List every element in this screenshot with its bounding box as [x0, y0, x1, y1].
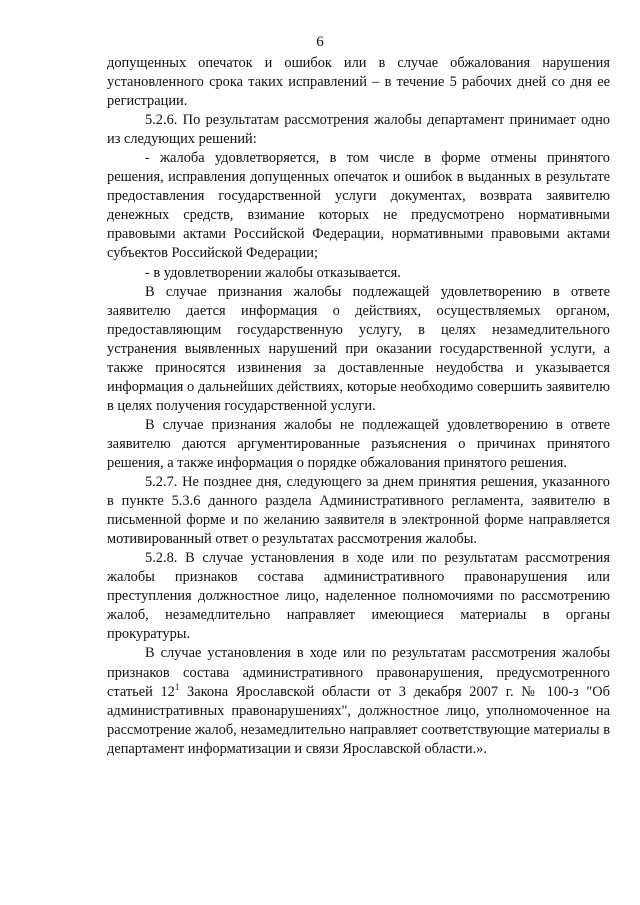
- article-superscript: 1: [174, 681, 180, 692]
- paragraph-rejected-response: В случае признания жалобы не подлежащей удовлетворению в ответе заявителю даются аргументированные разъяснения о причинах принятого решения, а также информация о порядке обжалования принятого решения.: [107, 416, 610, 471]
- paragraph-5-2-6: 5.2.6. По результатам рассмотрения жалобы департамент принимает одно из следующих решений:: [107, 112, 610, 148]
- paragraph-final: [107, 644, 610, 758]
- final-text-end: Закона Ярославской области от 3 декабря 2007 г. № 100-з "Об административных правонарушениях", должностное лицо, уполномоченное на рассмотрение жалоб, незамедлительно направляет соответствующие материалы в департамент информатизации и связи Ярославской области.».: [107, 683, 610, 757]
- paragraph-complaint-satisfied: - жалоба удовлетворяется, в том числе в форме отмены принятого решения, исправления допущенных опечаток и ошибок в выданных в результате предоставления государственной услуги документах, возврата заявителю денежных средств, взимание которых не предусмотрено нормативными правовыми актами Российской Федерации, нормативными правовыми актами субъектов Российской Федерации;: [107, 150, 610, 262]
- paragraph-5-2-8: 5.2.8. В случае установления в ходе или по результатам рассмотрения жалобы признаков состава административного правонарушения или преступления должностное лицо, наделенное полномочиями по рассмотрению жалоб, незамедлительно направляет имеющиеся материалы в органы прокуратуры.: [107, 550, 610, 643]
- final-text-start: В случае установления в ходе или по результатам рассмотрения жалобы признаков состава административного правонарушения, предусмотренного статьей 12: [107, 645, 610, 700]
- paragraph-satisfied-response: В случае признания жалобы подлежащей удовлетворению в ответе заявителю дается информация о действиях, осуществляемых органом, предоставляющим государственную услугу, в целях незамедлительного устранения выявленных нарушений при оказании государственной услуги, а также приносятся извинения за доставленные неудобства и указывается информация о дальнейших действиях, которые необходимо совершить заявителю в целях получения государственной услуги.: [107, 283, 610, 414]
- paragraph-continuation: допущенных опечаток и ошибок или в случае обжалования нарушения установленного срока таких исправлений – в течение 5 рабочих дней со дня ее регистрации.: [107, 55, 610, 110]
- paragraph-5-2-7: 5.2.7. Не позднее дня, следующего за днем принятия решения, указанного в пункте 5.3.6 данного раздела Административного регламента, заявителю в письменной форме и по желанию заявителя в электронной форме направляется мотивированный ответ о результатах рассмотрения жалобы.: [107, 474, 610, 548]
- paragraph-complaint-rejected: - в удовлетворении жалобы отказывается.: [145, 264, 401, 281]
- document-body: [107, 54, 610, 759]
- page-number: 6: [316, 34, 324, 50]
